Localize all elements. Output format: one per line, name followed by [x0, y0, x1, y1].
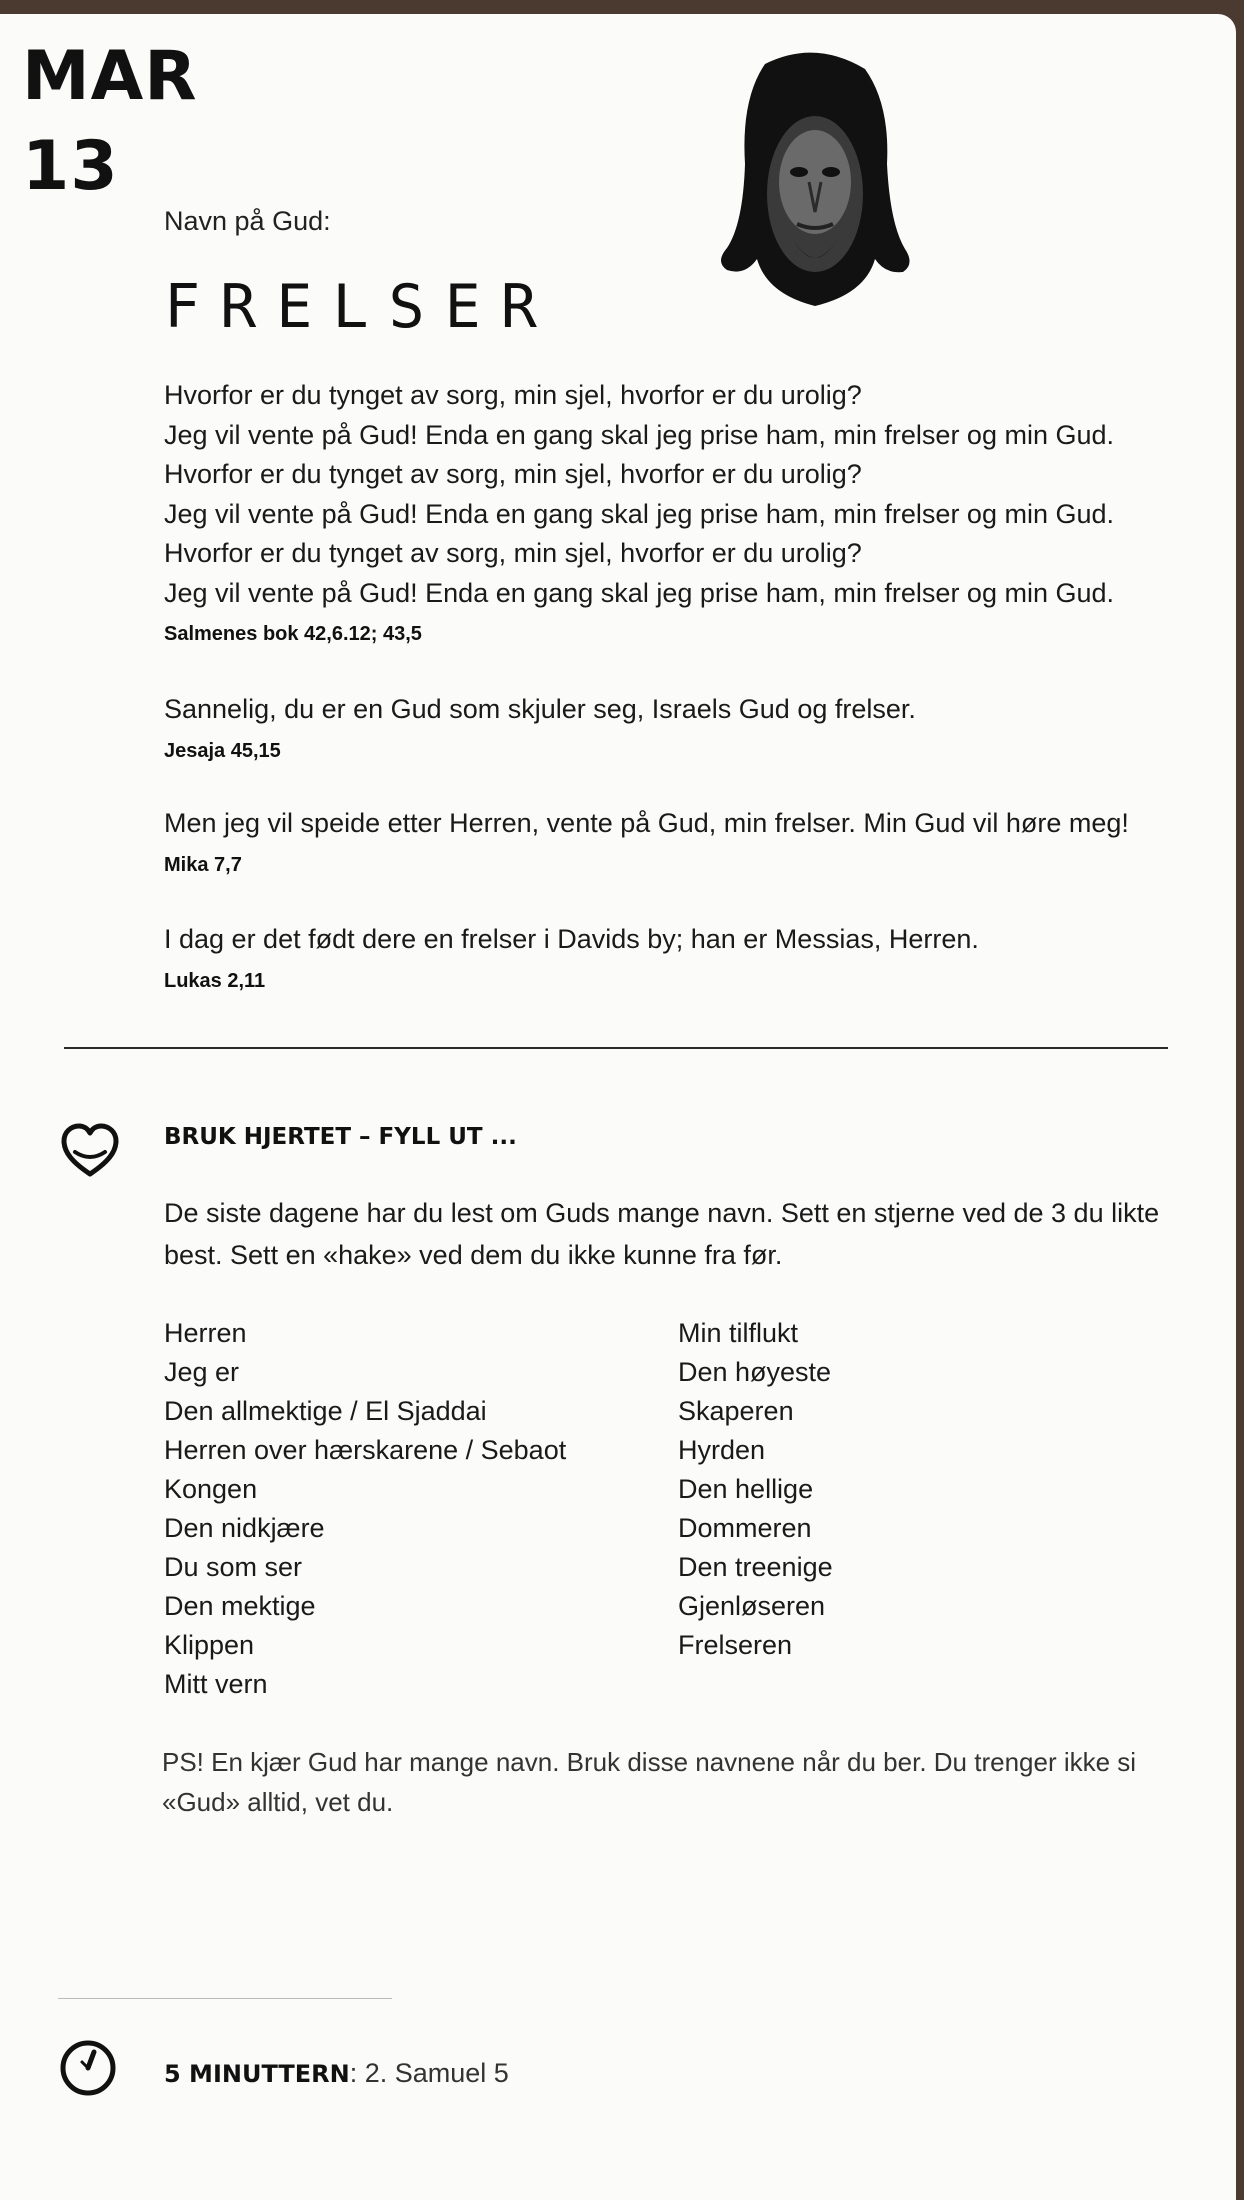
- verse-line: Jeg vil vente på Gud! Enda en gang skal jeg prise ham, min frelser og min Gud.: [164, 419, 1115, 450]
- list-item: Den nidkjære: [164, 1513, 325, 1543]
- list-item: Frelseren: [678, 1630, 793, 1660]
- passage-micah: [164, 804, 1164, 880]
- list-item: Herren: [164, 1318, 247, 1348]
- list-item: Den treenige: [678, 1552, 833, 1582]
- passage-luke: [164, 920, 1164, 996]
- date-month: MAR: [22, 37, 198, 116]
- verse-line: I dag er det født dere en frelser i Davids by; han er Messias, Herren.: [164, 924, 979, 954]
- list-item: Den mektige: [164, 1591, 316, 1621]
- list-item: Min tilflukt: [678, 1318, 799, 1348]
- verse-line: Jeg vil vente på Gud! Enda en gang skal jeg prise ham, min frelser og min Gud.: [164, 577, 1115, 608]
- footer-reading: [164, 2058, 509, 2089]
- verse-reference: Jesaja 45,15: [164, 739, 281, 762]
- ps-note: PS! En kjær Gud har mange navn. Bruk disse navnene når du ber. Du trenger ikke si «Gud» alltid, vet du.: [162, 1747, 1137, 1817]
- list-item: Klippen: [164, 1630, 255, 1660]
- names-list-right: [678, 1314, 833, 1665]
- section-intro: De siste dagene har du lest om Guds mange navn. Sett en stjerne ved de 3 du likte best. Sett en «hake» ved dem du ikke kunne fra før.: [164, 1198, 1160, 1270]
- verse-line: Sannelig, du er en Gud som skjuler seg, Israels Gud og frelser.: [164, 694, 916, 724]
- verse-line: Men jeg vil speide etter Herren, vente på Gud, min frelser. Min Gud vil høre meg!: [164, 808, 1129, 838]
- clock-icon: [58, 2038, 118, 2098]
- section-divider: [64, 1047, 1168, 1049]
- list-item: Den høyeste: [678, 1357, 832, 1387]
- footer-separator: :: [349, 2058, 365, 2088]
- names-list-left: [164, 1314, 566, 1704]
- list-item: Skaperen: [678, 1396, 794, 1426]
- footer-label: 5 MINUTTERN: [164, 2060, 350, 2088]
- portrait-image: [705, 44, 925, 314]
- date-stamp: [22, 32, 198, 212]
- verse-reference: Mika 7,7: [164, 853, 242, 876]
- list-item: Kongen: [164, 1474, 258, 1504]
- list-item: Du som ser: [164, 1552, 303, 1582]
- list-item: Den allmektige / El Sjaddai: [164, 1396, 487, 1426]
- verse-reference: Lukas 2,11: [164, 969, 266, 992]
- verse-line: Hvorfor er du tynget av sorg, min sjel, hvorfor er du urolig?: [164, 538, 862, 568]
- section-heading: BRUK HJERTET – FYLL UT ...: [164, 1124, 517, 1150]
- name-title: FRELSER: [164, 272, 557, 342]
- list-item: Hyrden: [678, 1435, 766, 1465]
- list-item: Gjenløseren: [678, 1591, 826, 1621]
- list-item: Mitt vern: [164, 1669, 268, 1699]
- passage-psalms: [164, 376, 1164, 649]
- verse-line: Jeg vil vente på Gud! Enda en gang skal jeg prise ham, min frelser og min Gud.: [164, 498, 1115, 529]
- passage-isaiah: [164, 690, 1164, 766]
- verse-line: Hvorfor er du tynget av sorg, min sjel, hvorfor er du urolig?: [164, 380, 862, 410]
- list-item: Den hellige: [678, 1474, 814, 1504]
- verse-reference: Salmenes bok 42,6.12; 43,5: [164, 623, 422, 645]
- list-item: Jeg er: [164, 1357, 240, 1387]
- date-day: 13: [22, 127, 119, 206]
- page: [0, 14, 1236, 2200]
- verse-line: Hvorfor er du tynget av sorg, min sjel, hvorfor er du urolig?: [164, 459, 862, 489]
- name-label: Navn på Gud:: [164, 206, 331, 236]
- list-item: Herren over hærskarene / Sebaot: [164, 1435, 567, 1465]
- list-item: Dommeren: [678, 1513, 812, 1543]
- heart-icon: [60, 1122, 120, 1182]
- footer-reading-ref: 2. Samuel 5: [364, 2058, 509, 2088]
- footer-rule: [58, 1998, 392, 1999]
